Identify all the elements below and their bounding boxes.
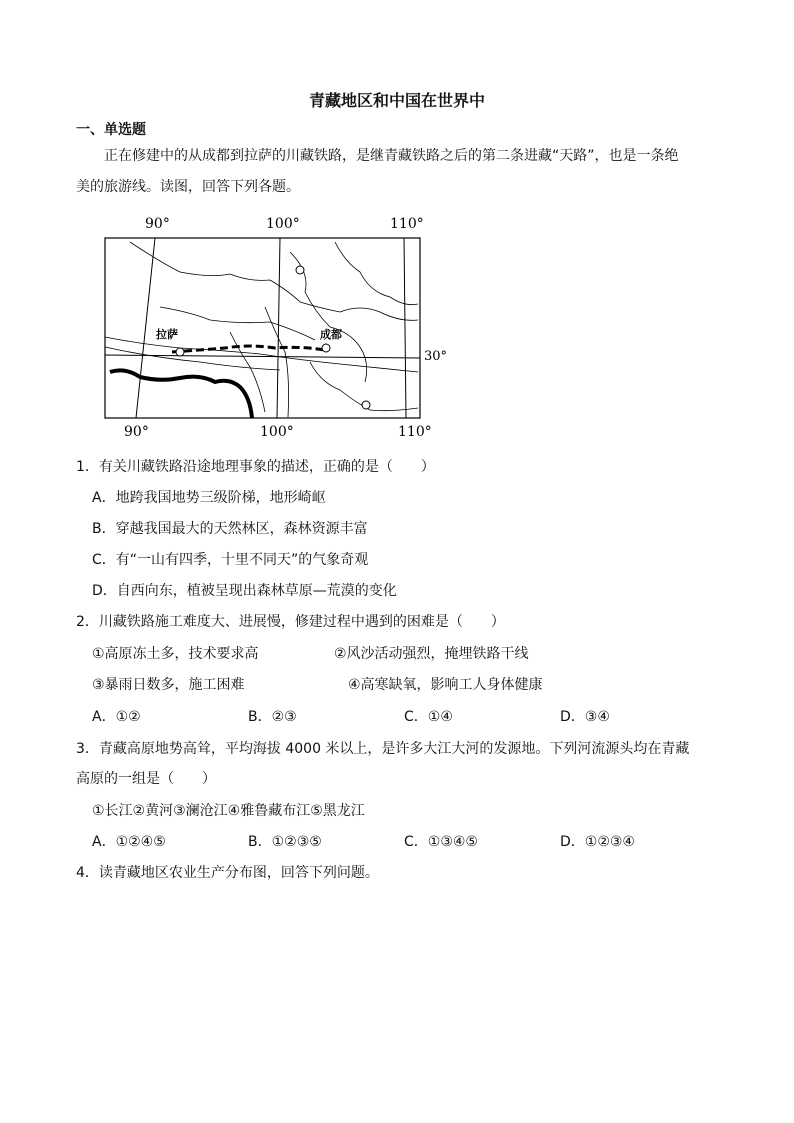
q2-option-d: D．③④ xyxy=(560,709,610,725)
q3-option-a: A．①②④⑤ xyxy=(92,834,166,850)
label-lhasa: 拉萨 xyxy=(156,328,178,341)
bottom-label-90: 90° xyxy=(124,424,149,440)
bottom-label-110: 110° xyxy=(398,424,432,440)
q1-option-d: D．自西向东，植被呈现出森林草原—荒漠的变化 xyxy=(92,583,397,599)
q2-option-a: A．①② xyxy=(92,709,141,725)
q2-item-2: ②风沙活动强烈，掩埋铁路干线 xyxy=(334,646,529,662)
q1-stem: 1．有关川藏铁路沿途地理事象的描述，正确的是（ ） xyxy=(76,459,435,475)
q2-option-b: B．②③ xyxy=(248,709,297,725)
q3-stem-line-2: 高原的一组是（ ） xyxy=(76,771,216,787)
city-marker xyxy=(362,401,370,409)
q3-stem-line-1: 3．青藏高原地势高耸，平均海拔 4000 米以上，是许多大江大河的发源地。下列河流源头均在青藏 xyxy=(76,741,690,757)
q2-stem: 2．川藏铁路施工难度大、进展慢，修建过程中遇到的困难是（ ） xyxy=(76,614,505,630)
top-label-100: 100° xyxy=(266,216,300,232)
intro-line-2: 美的旅游线。读图，回答下列各题。 xyxy=(76,179,300,195)
q1-option-c: C．有“一山有四季，十里不同天”的气象奇观 xyxy=(92,552,369,568)
q1-option-a: A．地跨我国地势三级阶梯，地形崎岖 xyxy=(92,490,326,506)
q2-item-1: ①高原冻土多，技术要求高 xyxy=(92,646,259,662)
top-label-90: 90° xyxy=(145,216,170,232)
q2-option-c: C．①④ xyxy=(404,709,453,725)
section-heading: 一、单选题 xyxy=(76,122,146,138)
label-chengdu: 成都 xyxy=(320,328,342,341)
top-label-110: 110° xyxy=(390,216,424,232)
q3-items: ①长江②黄河③澜沧江④雅鲁藏布江⑤黑龙江 xyxy=(92,803,365,819)
intro-line-1: 正在修建中的从成都到拉萨的川藏铁路，是继青藏铁路之后的第二条进藏“天路”，也是一条绝 xyxy=(104,148,679,164)
city-marker-lhasa xyxy=(176,348,184,356)
q3-option-b: B．①②③⑤ xyxy=(248,834,322,850)
q1-option-b: B．穿越我国最大的天然林区，森林资源丰富 xyxy=(92,521,368,537)
bottom-label-100: 100° xyxy=(260,424,294,440)
lat-label-30: 30° xyxy=(424,349,448,364)
sichuan-tibet-railway-map xyxy=(100,212,448,442)
q3-option-d: D．①②③④ xyxy=(560,834,635,850)
q4-stem: 4．读青藏地区农业生产分布图，回答下列问题。 xyxy=(76,865,379,881)
page-title: 青藏地区和中国在世界中 xyxy=(308,91,485,110)
q2-item-3: ③暴雨日数多，施工困难 xyxy=(92,677,245,693)
city-marker xyxy=(296,266,304,274)
q2-item-4: ④高寒缺氧，影响工人身体健康 xyxy=(348,677,543,693)
q3-option-c: C．①③④⑤ xyxy=(404,834,478,850)
city-marker-chengdu xyxy=(322,344,330,352)
